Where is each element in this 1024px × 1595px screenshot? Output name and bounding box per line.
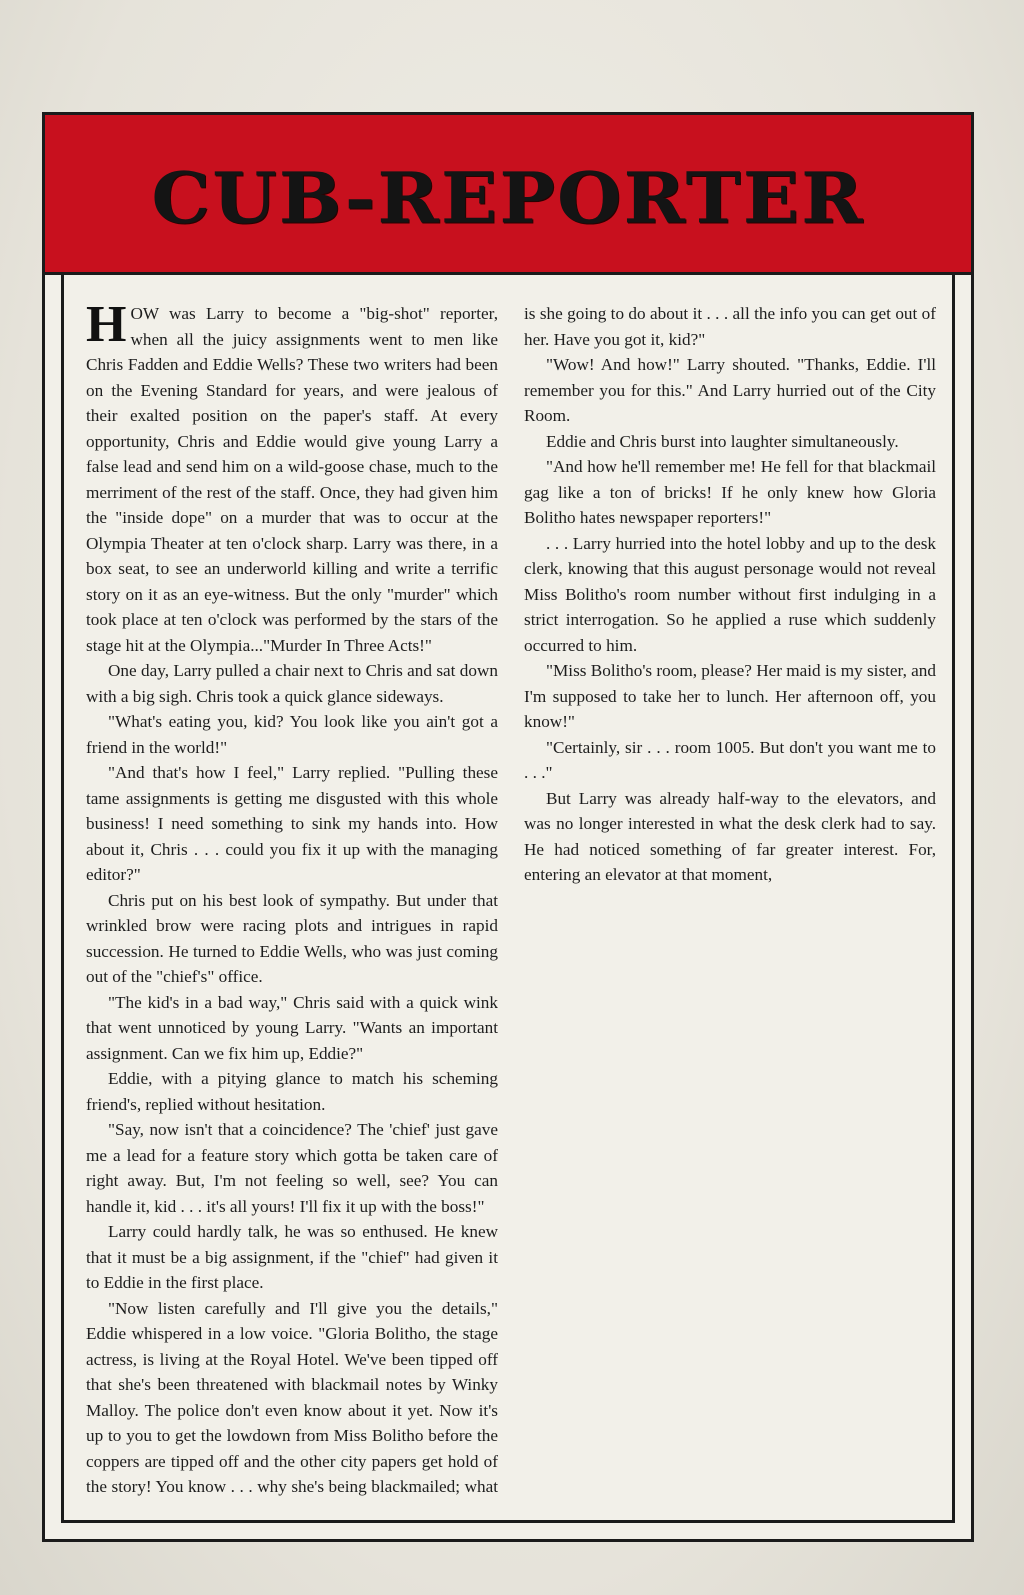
paragraph-4: "And that's how I feel," Larry replied. "Pulling these tame assignments is getting me disgusted with this whole business! I need something to sink my hands into. How about it, Chris . . . could you fix it up with the managing editor?" bbox=[86, 763, 498, 884]
paragraph-1 bbox=[86, 296, 498, 658]
story-panel bbox=[42, 112, 974, 1542]
paragraph-11: "Wow! And how!" Larry shouted. "Thanks, Eddie. I'll remember you for this." And Larry hurried out of the City Room. bbox=[524, 355, 936, 425]
drop-cap: H bbox=[86, 296, 127, 353]
paragraph-9: Larry could hardly talk, he was so enthused. He knew that it must be a big assignment, if the "chief" had given it to Eddie in the first place. bbox=[86, 1222, 498, 1292]
paragraph-3: "What's eating you, kid? You look like you ain't got a friend in the world!" bbox=[86, 712, 498, 757]
paragraph-14: . . . Larry hurried into the hotel lobby and up to the desk clerk, knowing that this august personage would not reveal Miss Bolitho's room number without first indulging in a strict interrogation. So he applied a ruse which suddenly occurred to him. bbox=[524, 533, 936, 655]
paragraph-2: One day, Larry pulled a chair next to Chris and sat down with a big sigh. Chris took a quick glance sideways. bbox=[86, 661, 498, 706]
paragraph-17: But Larry was already half-way to the elevators, and was no longer interested in what the desk clerk had to say. He had noticed something of far greater interest. For, entering an elevator at that moment, bbox=[524, 788, 936, 884]
paragraph-15: "Miss Bolitho's room, please? Her maid is my sister, and I'm supposed to take her to lunch. Her afternoon off, you know!" bbox=[524, 661, 936, 731]
paragraph-1-text: OW was Larry to become a "big-shot" reporter, when all the juicy assignments went to men like Chris Fadden and Eddie Wells? These two writers had been on the Evening Standard for years, and were jealous of their exalted position on the paper's staff. At every opportunity, Chris and Eddie would give young Larry a false lead and send him on a wild-goose chase, much to the merriment of the rest of the staff. Once, they had given him the "inside dope" on a murder that was to occur at the Olympia Theater at ten o'clock sharp. Larry was there, in a box seat, to see an underworld killing and write a terrific story on it as an eye-witness. But the only "murder" which took place at ten o'clock was performed by the stars of the stage hit at the Olympia..."Murder In Three Acts!" bbox=[86, 304, 498, 655]
paragraph-8: "Say, now isn't that a coincidence? The 'chief' just gave me a lead for a feature story which gotta be taken care of right away. But, I'm not feeling so well, see? You can handle it, kid . . . it's all yours! I'll fix it up with the boss!" bbox=[86, 1120, 498, 1216]
story-text bbox=[61, 275, 955, 1523]
paragraph-6: "The kid's in a bad way," Chris said with a quick wink that went unnoticed by young Larry. "Wants an important assignment. Can we fix him up, Eddie?" bbox=[86, 992, 498, 1063]
paragraph-5: Chris put on his best look of sympathy. But under that wrinkled brow were racing plots and intrigues in rapid succession. He turned to Eddie Wells, who was just coming out of the "chief's" office. bbox=[86, 890, 498, 986]
paragraph-16: "Certainly, sir . . . room 1005. But don't you want me to . . ." bbox=[524, 737, 936, 782]
paragraph-10: "Now listen carefully and I'll give you the details," Eddie whispered in a low voice. "Gloria Bolitho, the stage actress, is living at the Royal Hotel. We've been tipped off that she's been threatened with blackmail notes by Winky Malloy. The police don't even know about it yet. Now it's up to you to get the lowdown from Miss Bolitho before the coppers are tipped off and the other city papers get hold of the story! You know . . . why she's being blackmailed; what is she going to do about it . . . all the info you can get out of her. Have you got it, kid?" bbox=[86, 304, 936, 1496]
story-title: CUB-REPORTER bbox=[151, 157, 865, 240]
paragraph-7: Eddie, with a pitying glance to match his scheming friend's, replied without hesitation. bbox=[86, 1069, 498, 1114]
paragraph-12: Eddie and Chris burst into laughter simultaneously. bbox=[546, 431, 899, 451]
title-banner bbox=[45, 115, 971, 275]
paragraph-13: "And how he'll remember me! He fell for that blackmail gag like a ton of bricks! If he only knew how Gloria Bolitho hates newspaper reporters!" bbox=[524, 457, 936, 527]
